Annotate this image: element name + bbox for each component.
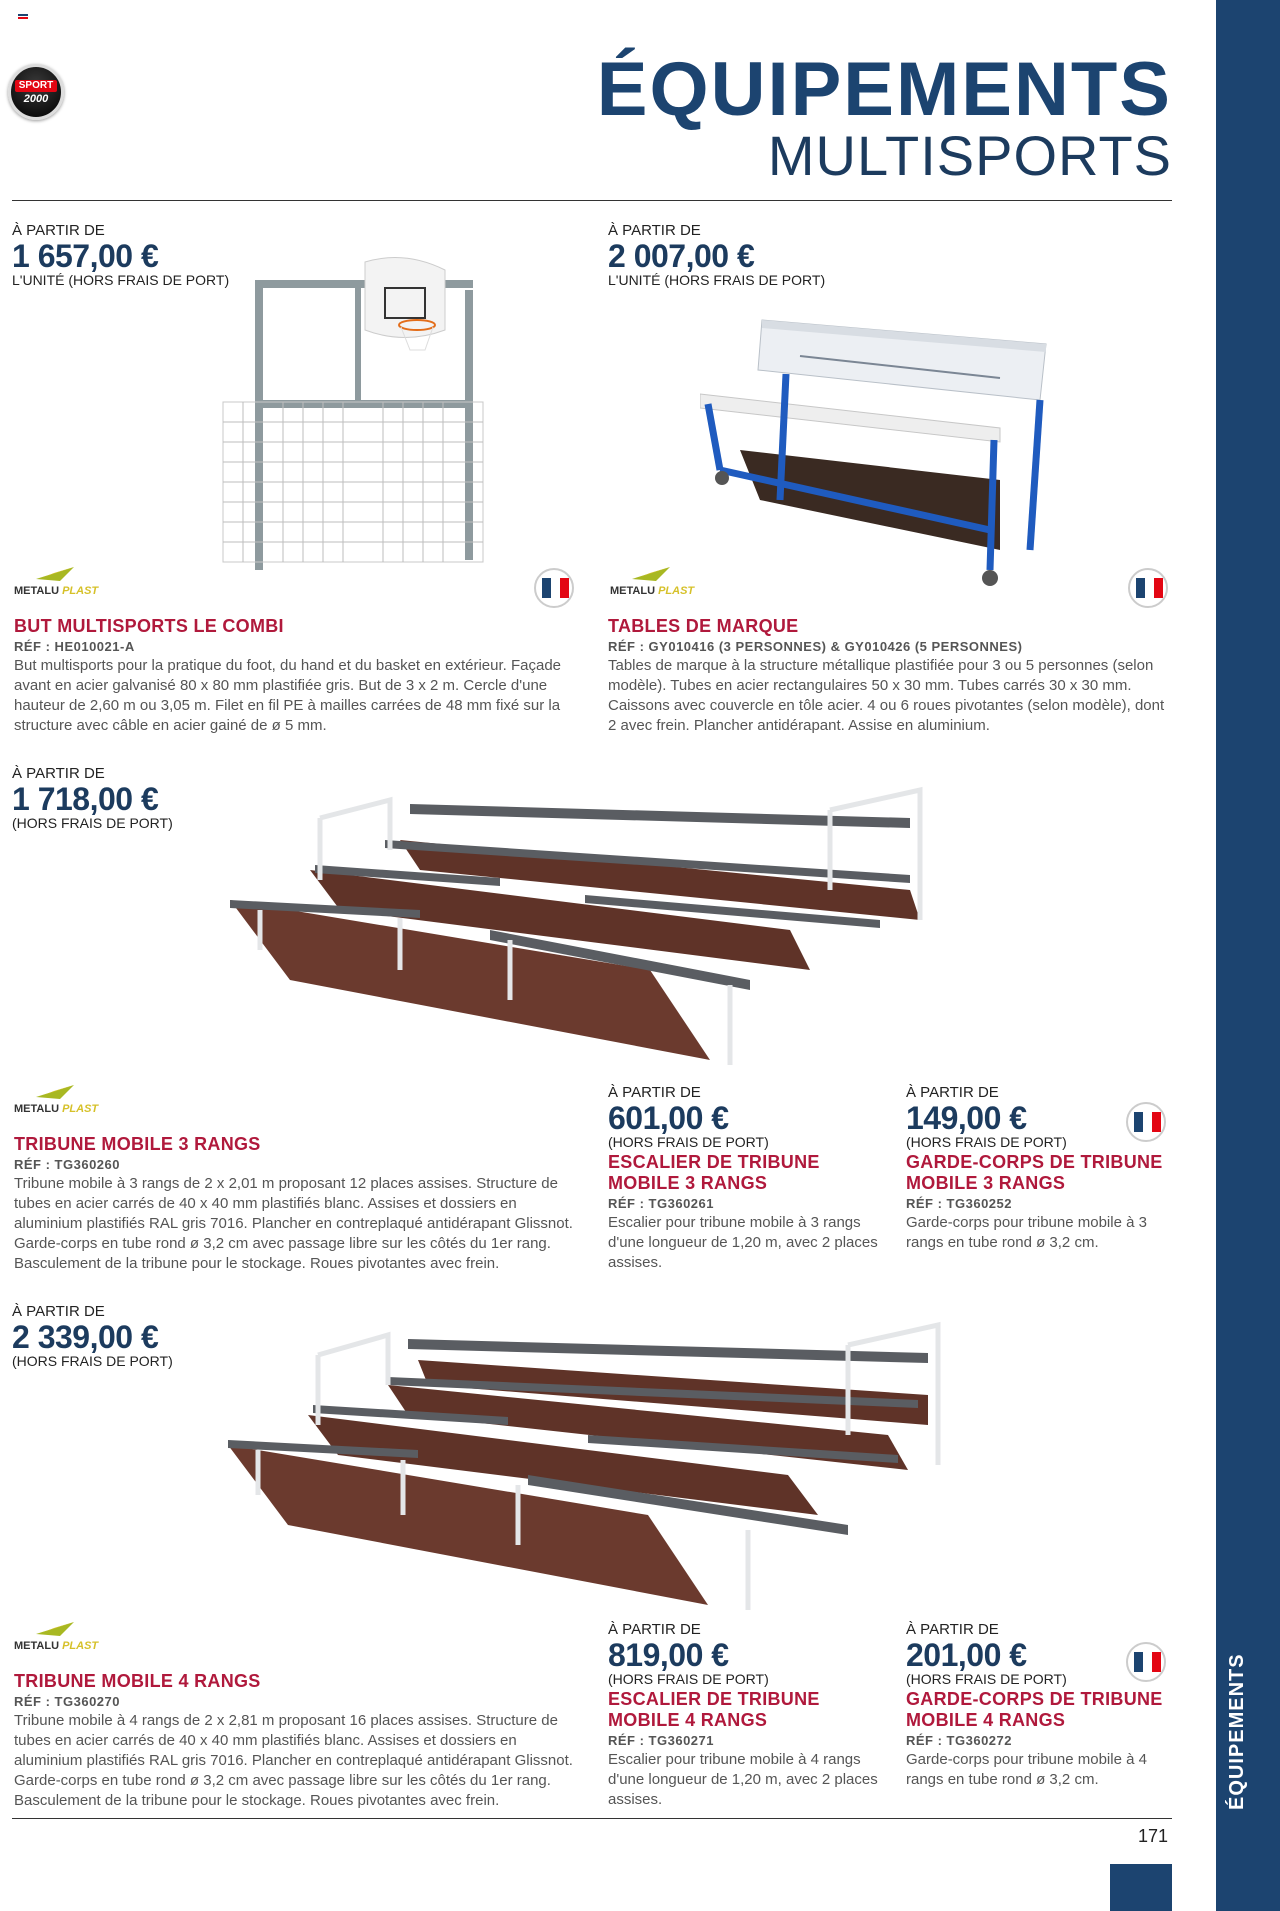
- price-block-tables: [608, 222, 825, 288]
- price-value: 819,00 €: [608, 1637, 729, 1673]
- brand-name-a: METALU: [14, 1103, 60, 1115]
- scorer-table-image: [700, 310, 1050, 600]
- price-block-garde3: [906, 1084, 1067, 1150]
- tribune-4-rangs-image: [228, 1305, 948, 1615]
- sidebar-label: [1226, 1766, 1246, 1810]
- product-tribune4: [14, 1671, 579, 1811]
- product-ref: RÉF : TG360260: [14, 1157, 120, 1172]
- product-tribune3: [14, 1134, 579, 1274]
- product-name: TRIBUNE MOBILE 3 RANGS: [14, 1134, 261, 1154]
- product-desc: Escalier pour tribune mobile à 4 rangs d'une longueur de 1,20 m, avec 2 places assises.: [608, 1751, 878, 1808]
- metalu-plast-logo: [14, 1083, 99, 1127]
- price-block-tribune3: [12, 765, 173, 831]
- product-name: ESCALIER DE TRIBUNE MOBILE 4 RANGS: [608, 1689, 820, 1730]
- brand-name-b: PLAST: [62, 1640, 99, 1652]
- multisport-goal-image: [215, 250, 495, 580]
- product-ref: RÉF : TG360270: [14, 1694, 120, 1709]
- price-value: 149,00 €: [906, 1100, 1027, 1136]
- price-note: (HORS FRAIS DE PORT): [12, 1353, 173, 1369]
- mini-flag-icon: [18, 14, 28, 22]
- product-ref: RÉF : TG360252: [906, 1196, 1012, 1211]
- product-name: TABLES DE MARQUE: [608, 616, 799, 636]
- price-value: 1 657,00 €: [12, 238, 159, 274]
- product-ref: RÉF : HE010021-A: [14, 639, 135, 654]
- logo-line2: 2000: [23, 93, 49, 105]
- price-block-escalier4: [608, 1621, 769, 1687]
- product-garde3: [906, 1152, 1176, 1253]
- brand-name-b: PLAST: [658, 585, 695, 597]
- price-note: (HORS FRAIS DE PORT): [608, 1671, 769, 1687]
- footer-divider: [12, 1818, 1172, 1819]
- price-note: (HORS FRAIS DE PORT): [906, 1671, 1067, 1687]
- product-desc: Escalier pour tribune mobile à 3 rangs d'une longueur de 1,20 m, avec 2 places assises.: [608, 1214, 878, 1271]
- product-desc: Garde-corps pour tribune mobile à 4 rangs en tube rond ø 3,2 cm.: [906, 1751, 1147, 1788]
- price-note: (HORS FRAIS DE PORT): [906, 1134, 1067, 1150]
- brand-name-b: PLAST: [62, 1103, 99, 1115]
- product-desc: Tribune mobile à 4 rangs de 2 x 2,81 m proposant 16 places assises. Structure de tubes en acier carrés de 40 x 40 mm plastifiés blanc. Assises et dossiers en aluminium plastifiés RAL gris 7016. Plancher en contreplaqué antidérapant Glissnot. Garde-corps en tube rond ø 3,2 cm avec passage libre sur les côtés du 1er rang. Basculement de la tribune pour le stockage. Roues pivotantes avec frein.: [14, 1712, 573, 1809]
- product-ref: RÉF : TG360271: [608, 1733, 714, 1748]
- product-desc: Tribune mobile à 3 rangs de 2 x 2,01 m proposant 12 places assises. Structure de tubes en acier carrés de 40 x 40 mm plastifiés blanc. Assises et dossiers en aluminium plastifiés RAL gris 7016. Plancher en contreplaqué antidérapant Glissnot. Garde-corps en tube rond ø 3,2 cm avec passage libre sur les côtés du 1er rang. Basculement de la tribune pour le stockage. Roues pivotantes avec frein.: [14, 1175, 573, 1272]
- product-name: TRIBUNE MOBILE 4 RANGS: [14, 1671, 261, 1691]
- price-value: 601,00 €: [608, 1100, 729, 1136]
- brand-name-a: METALU: [14, 585, 60, 597]
- metalu-plast-logo: [610, 565, 695, 609]
- price-note: (HORS FRAIS DE PORT): [12, 815, 173, 831]
- price-from: À PARTIR DE: [12, 765, 105, 782]
- product-desc: But multisports pour la pratique du foot, du hand et du basket en extérieur. Façade avant en acier galvanisé 80 x 80 mm plastifiée gris. But de 3 x 2 m. Cercle d'une hauteur de 2,60 m ou 3,05 m. Filet en fil PE à mailles carrées de 48 mm fixé sur la structure avec câble en acier gainé de ø 5 mm.: [14, 657, 562, 734]
- price-from: À PARTIR DE: [12, 222, 105, 239]
- header-divider: [12, 200, 1172, 201]
- brand-name-a: METALU: [610, 585, 656, 597]
- brand-name-b: PLAST: [62, 585, 99, 597]
- price-from: À PARTIR DE: [12, 1303, 105, 1320]
- price-block-escalier3: [608, 1084, 769, 1150]
- page-title: ÉQUIPEMENTS: [596, 47, 1172, 132]
- price-from: À PARTIR DE: [608, 1621, 701, 1638]
- tribune-3-rangs-image: [230, 770, 930, 1070]
- product-name: GARDE-CORPS DE TRIBUNE MOBILE 4 RANGS: [906, 1689, 1163, 1730]
- product-name: BUT MULTISPORTS LE COMBI: [14, 616, 284, 636]
- product-name: GARDE-CORPS DE TRIBUNE MOBILE 3 RANGS: [906, 1152, 1163, 1193]
- price-note: L'UNITÉ (HORS FRAIS DE PORT): [608, 272, 826, 288]
- price-value: 2 007,00 €: [608, 238, 755, 274]
- price-from: À PARTIR DE: [608, 1084, 701, 1101]
- price-value: 1 718,00 €: [12, 781, 159, 817]
- product-ref: RÉF : GY010416 (3 PERSONNES) & GY010426 (5 PERSONNES): [608, 639, 1023, 654]
- product-escalier4: [608, 1689, 880, 1810]
- made-in-france-icon: [1126, 1642, 1166, 1682]
- price-from: À PARTIR DE: [906, 1621, 999, 1638]
- sport2000-logo: [8, 64, 64, 120]
- metalu-plast-logo: [14, 1620, 99, 1664]
- page-tab: [1110, 1864, 1172, 1911]
- price-value: 2 339,00 €: [12, 1319, 159, 1355]
- metalu-plast-logo: [14, 565, 99, 609]
- product-but: [14, 616, 574, 736]
- made-in-france-icon: [1128, 568, 1168, 608]
- sidebar-band: [1216, 0, 1280, 1911]
- price-block-but: [12, 222, 229, 288]
- price-note: L'UNITÉ (HORS FRAIS DE PORT): [12, 272, 230, 288]
- price-note: (HORS FRAIS DE PORT): [608, 1134, 769, 1150]
- logo-line1: SPORT: [15, 80, 57, 92]
- price-from: À PARTIR DE: [906, 1084, 999, 1101]
- made-in-france-icon: [1126, 1102, 1166, 1142]
- made-in-france-icon: [534, 568, 574, 608]
- price-value: 201,00 €: [906, 1637, 1027, 1673]
- product-ref: RÉF : TG360272: [906, 1733, 1012, 1748]
- price-block-garde4: [906, 1621, 1067, 1687]
- product-name: ESCALIER DE TRIBUNE MOBILE 3 RANGS: [608, 1152, 820, 1193]
- product-escalier3: [608, 1152, 880, 1273]
- product-tables: [608, 616, 1174, 736]
- brand-name-a: METALU: [14, 1640, 60, 1652]
- product-ref: RÉF : TG360261: [608, 1196, 714, 1211]
- price-block-tribune4: [12, 1303, 173, 1369]
- price-from: À PARTIR DE: [608, 222, 701, 239]
- page-number: 171: [1138, 1826, 1169, 1846]
- product-garde4: [906, 1689, 1176, 1790]
- product-desc: Tables de marque à la structure métallique plastifiée pour 3 ou 5 personnes (selon modèle). Tubes en acier rectangulaires 50 x 30 mm. Tubes carrés 30 x 30 mm. Caissons avec couvercle en tôle acier. 4 ou 6 roues pivotantes (selon modèle), dont 2 avec frein. Plancher antidérapant. Assise en aluminium.: [608, 657, 1165, 734]
- product-desc: Garde-corps pour tribune mobile à 3 rangs en tube rond ø 3,2 cm.: [906, 1214, 1147, 1251]
- page-subtitle: MULTISPORTS: [767, 124, 1172, 187]
